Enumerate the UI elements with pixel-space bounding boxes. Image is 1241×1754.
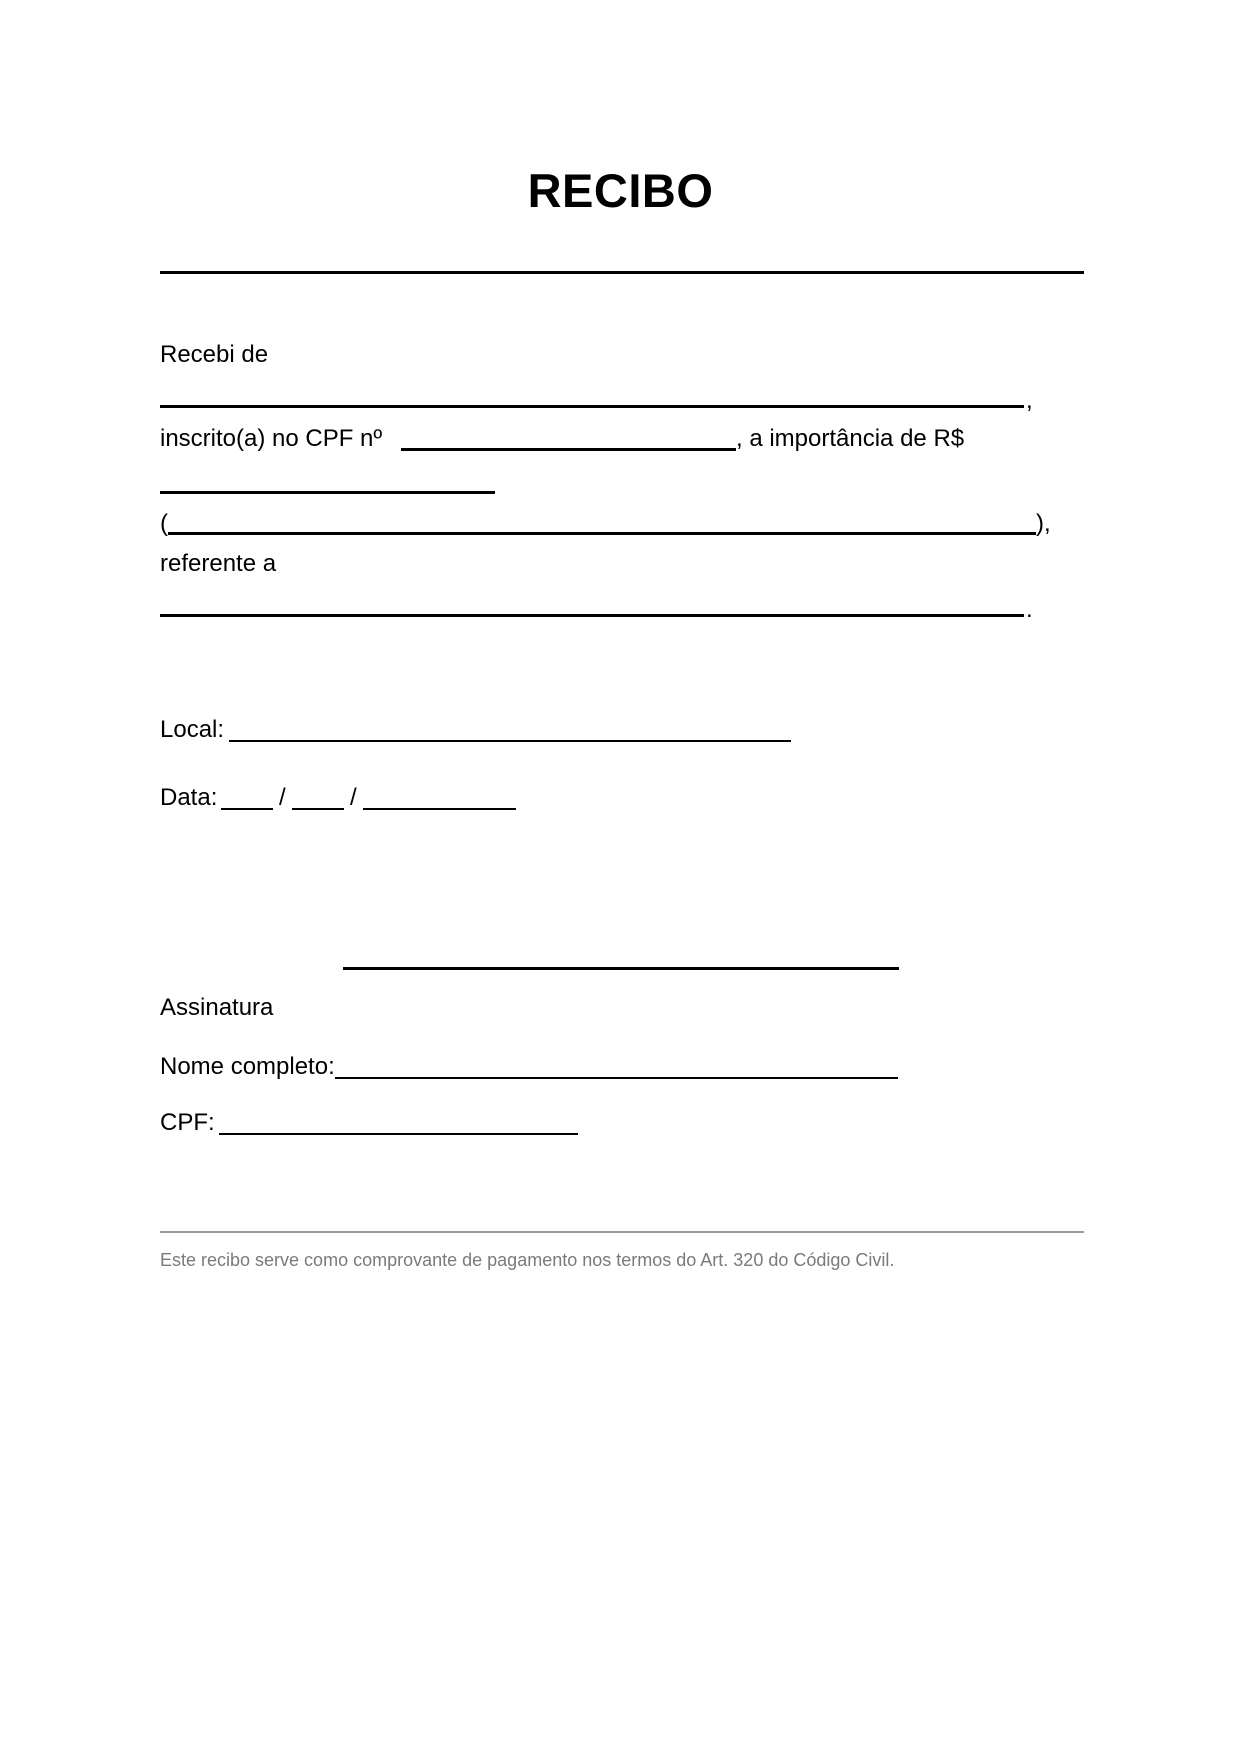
full-name-field[interactable]: [335, 1077, 898, 1079]
signer-cpf-label: CPF:: [160, 1109, 215, 1136]
date-label: Data:: [160, 784, 218, 811]
signature-line[interactable]: [343, 967, 899, 970]
full-name-label: Nome completo:: [160, 1053, 335, 1080]
referring-label: referente a: [160, 550, 277, 577]
amount-value-field[interactable]: [160, 491, 495, 494]
signature-label: Assinatura: [160, 994, 274, 1021]
amount-label: , a importância de R$: [736, 425, 965, 452]
received-from-label: Recebi de: [160, 341, 269, 368]
payer-cpf-label: inscrito(a) no CPF nº: [160, 425, 383, 452]
date-year-field[interactable]: [363, 808, 516, 810]
document-title: RECIBO: [527, 164, 714, 217]
date-separator: /: [350, 784, 357, 811]
amount-words-close-paren: ),: [1036, 510, 1051, 537]
date-separator: /: [279, 784, 286, 811]
date-day-field[interactable]: [221, 808, 273, 810]
payer-cpf-field[interactable]: [401, 448, 736, 451]
title-divider: [160, 271, 1084, 274]
amount-words-field[interactable]: [168, 532, 1036, 535]
payer-name-comma: ,: [1026, 387, 1033, 414]
referring-field[interactable]: [160, 614, 1024, 617]
local-label: Local:: [160, 716, 225, 743]
date-month-field[interactable]: [292, 808, 344, 810]
footer-divider: [160, 1231, 1084, 1233]
referring-period: .: [1026, 596, 1033, 623]
amount-words-open-paren: (: [160, 510, 168, 537]
signer-cpf-field[interactable]: [219, 1133, 578, 1135]
local-field[interactable]: [229, 740, 791, 742]
payer-name-field[interactable]: [160, 405, 1024, 408]
footer-note: Este recibo serve como comprovante de pagamento nos termos do Art. 320 do Código Civil.: [160, 1250, 895, 1270]
